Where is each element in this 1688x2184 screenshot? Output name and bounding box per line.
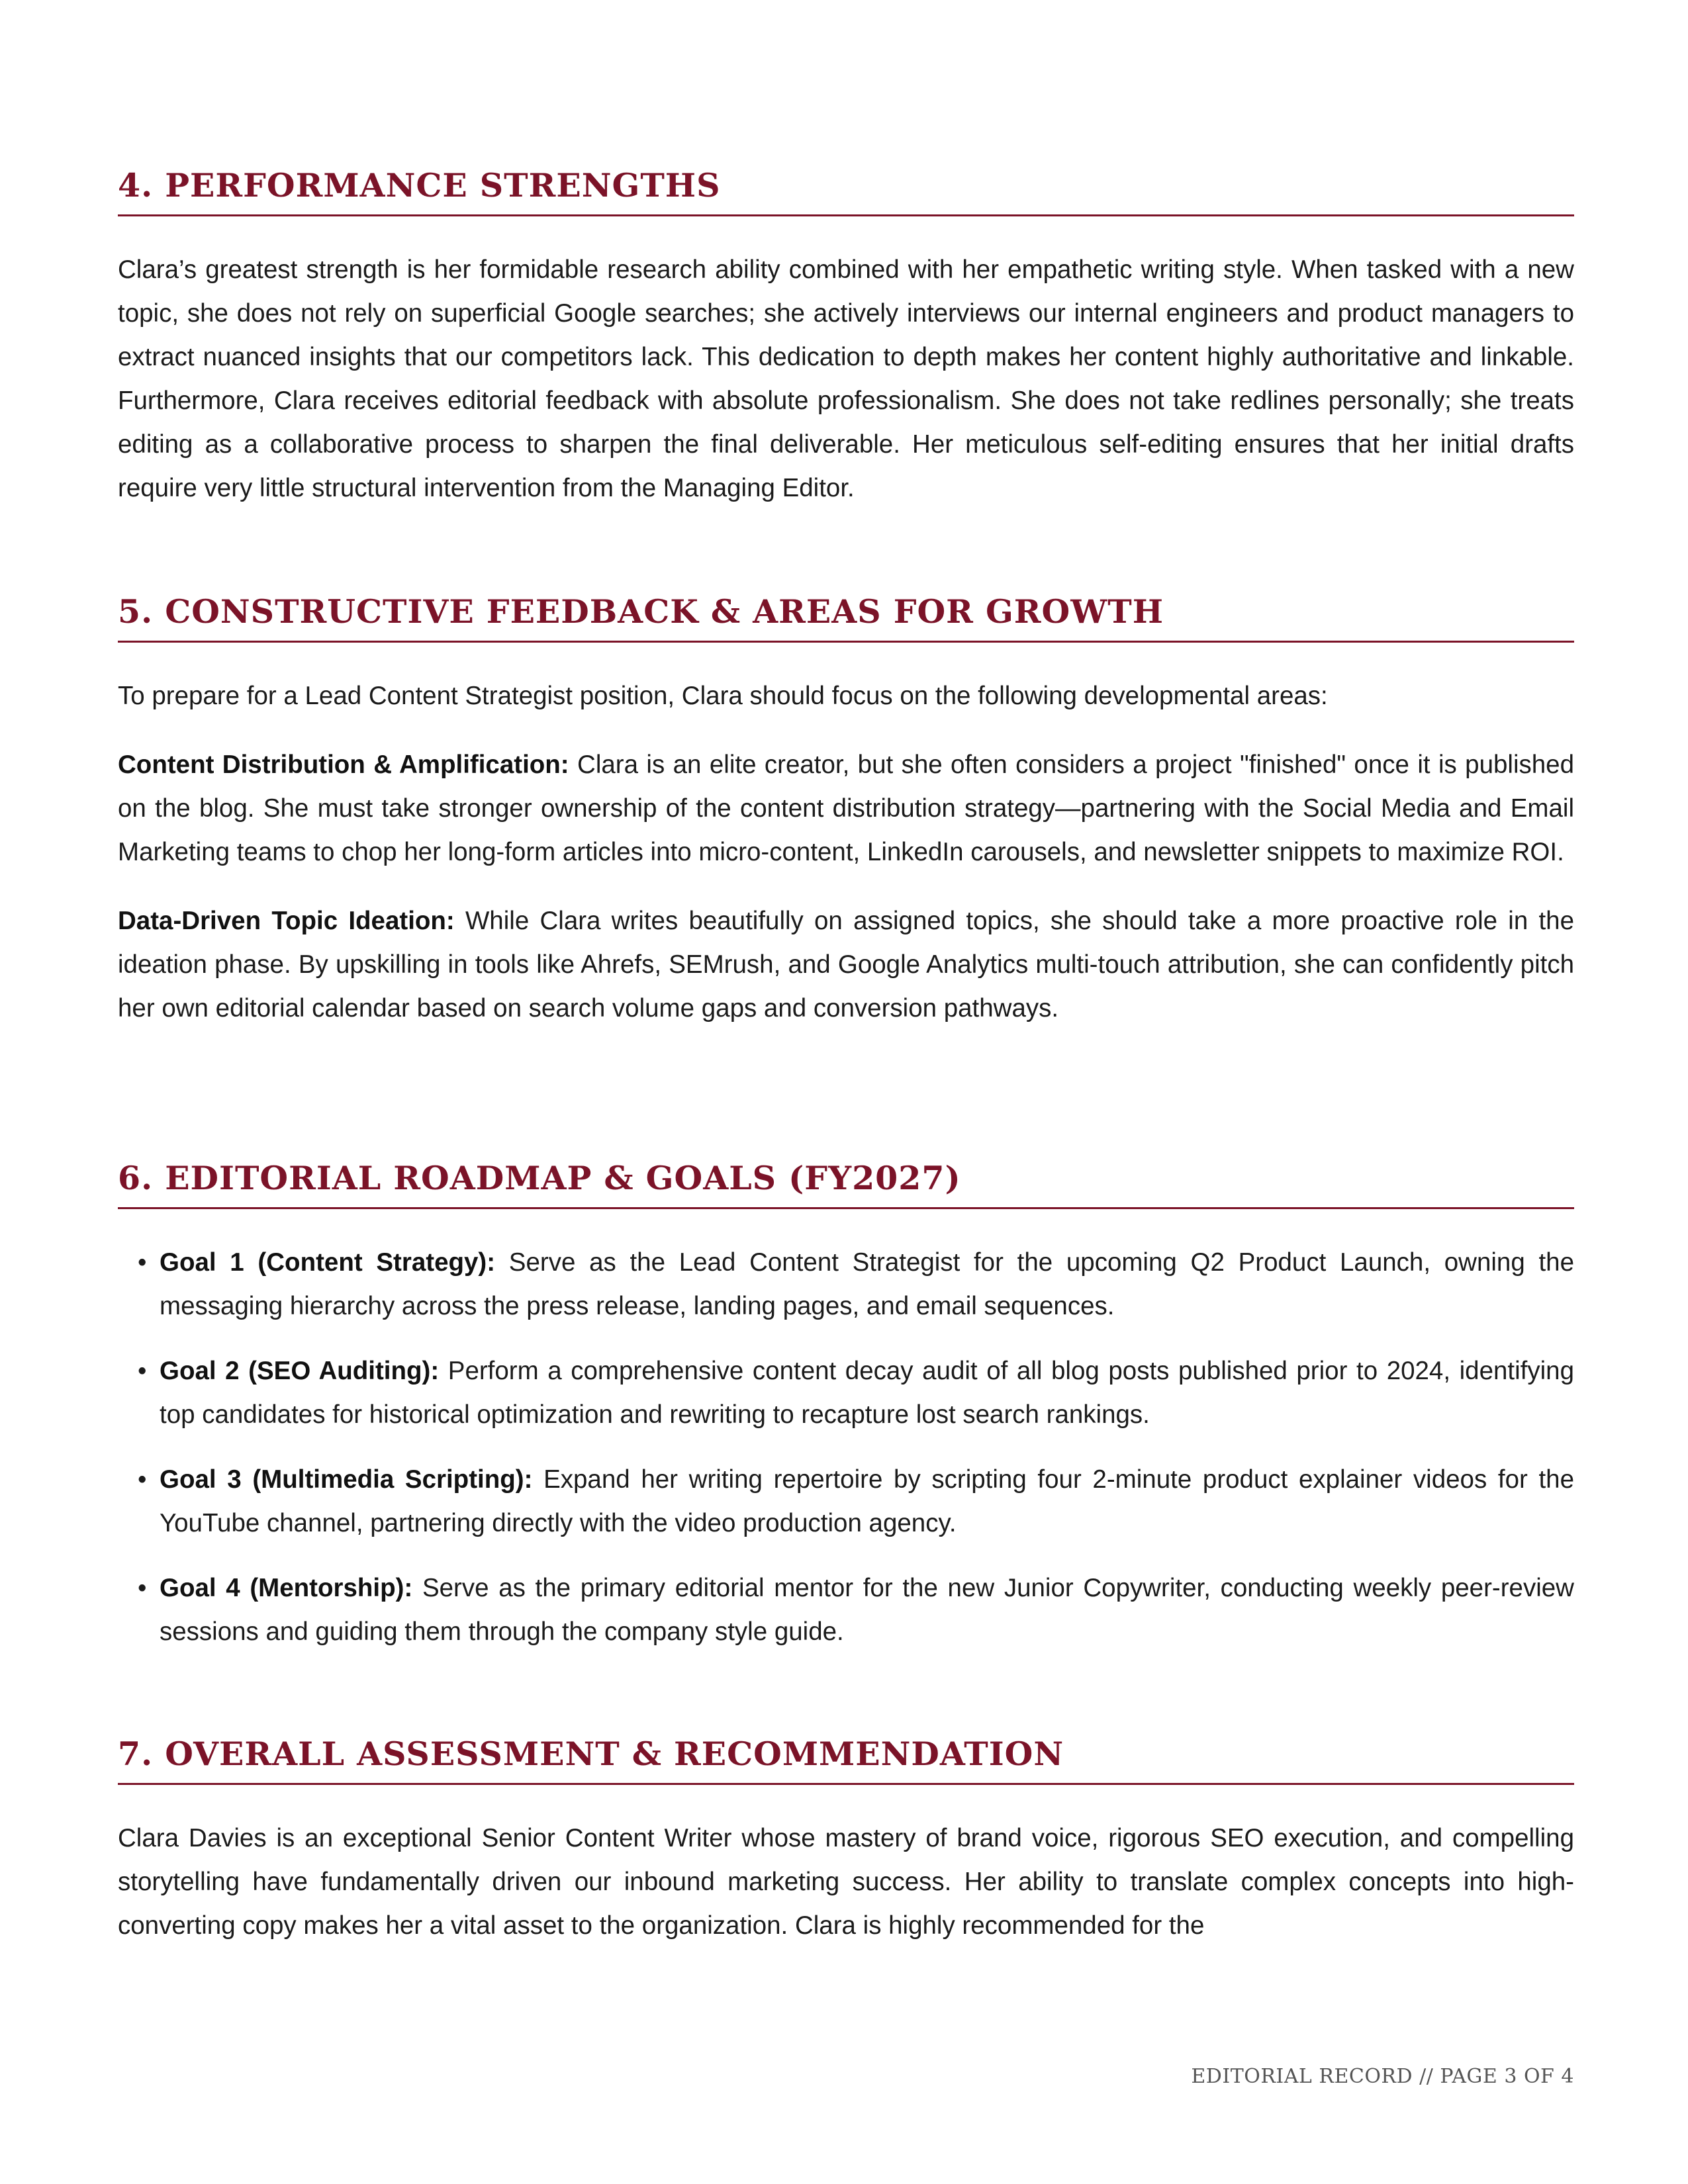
goal-paragraph <box>160 1349 1574 1437</box>
growth-area-text: While Clara writes beautifully on assigned topics, she should take a more proactive role in the ideation phase. By upskilling in tools like Ahrefs, SEMrush, and Google Analytics multi-touch attribution, she can confidently pitch her own editorial calendar based on search volume gaps and conversion pathways. <box>118 907 1574 1023</box>
goal-item <box>118 1458 1574 1545</box>
goal-label: Goal 3 (Multimedia Scripting): <box>160 1465 533 1494</box>
goal-text: Serve as the primary editorial mentor for the new Junior Copywriter, conducting weekly peer-review sessions and guiding them through the company style guide. <box>160 1574 1574 1646</box>
section-rule <box>118 1207 1574 1209</box>
bullet-icon: • <box>138 1574 147 1602</box>
goal-item <box>118 1241 1574 1328</box>
page-footer: EDITORIAL RECORD // PAGE 3 OF 4 <box>1191 2065 1574 2088</box>
goal-label: Goal 2 (SEO Auditing): <box>160 1357 440 1385</box>
section-overall-assessment <box>118 1733 1574 1948</box>
section-body: Clara Davies is an exceptional Senior Content Writer whose mastery of brand voice, rigorous SEO execution, and compelling storytelling have fundamentally driven our inbound marketing success. Her ability to translate complex concepts into high-converting copy makes her a vital asset to the organization. Clara is highly recommended for the <box>118 1824 1574 1940</box>
goal-paragraph <box>160 1567 1574 1654</box>
growth-area-paragraph <box>118 743 1574 874</box>
goals-list <box>118 1241 1574 1654</box>
goal-label: Goal 4 (Mentorship): <box>160 1574 413 1602</box>
goal-label: Goal 1 (Content Strategy): <box>160 1248 496 1277</box>
bullet-icon: • <box>138 1357 147 1385</box>
bullet-icon: • <box>138 1465 147 1494</box>
bullet-icon: • <box>138 1248 147 1277</box>
section-heading: 6. EDITORIAL ROADMAP & GOALS (FY2027) <box>118 1159 961 1197</box>
section-rule <box>118 214 1574 216</box>
goal-paragraph <box>160 1241 1574 1328</box>
growth-area-label: Content Distribution & Amplification: <box>118 751 569 779</box>
section-constructive-feedback <box>118 590 1574 1030</box>
growth-area-paragraph <box>118 899 1574 1030</box>
section-editorial-roadmap <box>118 1157 1574 1654</box>
goal-item <box>118 1567 1574 1654</box>
section-performance-strengths <box>118 164 1574 510</box>
goal-item <box>118 1349 1574 1437</box>
section-heading: 4. PERFORMANCE STRENGTHS <box>118 166 721 205</box>
section-heading: 5. CONSTRUCTIVE FEEDBACK & AREAS FOR GROWTH <box>118 592 1164 631</box>
goal-text: Serve as the Lead Content Strategist for the upcoming Q2 Product Launch, owning the messaging hierarchy across the press release, landing pages, and email sequences. <box>160 1248 1574 1320</box>
section-intro: To prepare for a Lead Content Strategist position, Clara should focus on the following developmental areas: <box>118 682 1328 710</box>
growth-area-text: Clara is an elite creator, but she often considers a project "finished" once it is published on the blog. She must take stronger ownership of the content distribution strategy—partnering with the Social Media and Email Marketing teams to chop her long-form articles into micro-content, LinkedIn carousels, and newsletter snippets to maximize ROI. <box>118 751 1574 866</box>
section-heading: 7. OVERALL ASSESSMENT & RECOMMENDATION <box>118 1735 1064 1773</box>
goal-text: Expand her writing repertoire by scripting four 2-minute product explainer videos for the YouTube channel, partnering directly with the video production agency. <box>160 1465 1575 1537</box>
growth-area-label: Data-Driven Topic Ideation: <box>118 907 455 935</box>
goal-paragraph <box>160 1458 1574 1545</box>
section-rule <box>118 641 1574 643</box>
section-body: Clara’s greatest strength is her formidable research ability combined with her empathetic writing style. When tasked with a new topic, she does not rely on superficial Google searches; she actively interviews our internal engineers and product managers to extract nuanced insights that our competitors lack. This dedication to depth makes her content highly authoritative and linkable. Furthermore, Clara receives editorial feedback with absolute professionalism. She does not take redlines personally; she treats editing as a collaborative process to sharpen the final deliverable. Her meticulous self-editing ensures that her initial drafts require very little structural intervention from the Managing Editor. <box>118 255 1574 502</box>
section-rule <box>118 1783 1574 1785</box>
goal-text: Perform a comprehensive content decay audit of all blog posts published prior to 2024, identifying top candidates for historical optimization and rewriting to recapture lost search rankings. <box>160 1357 1574 1429</box>
